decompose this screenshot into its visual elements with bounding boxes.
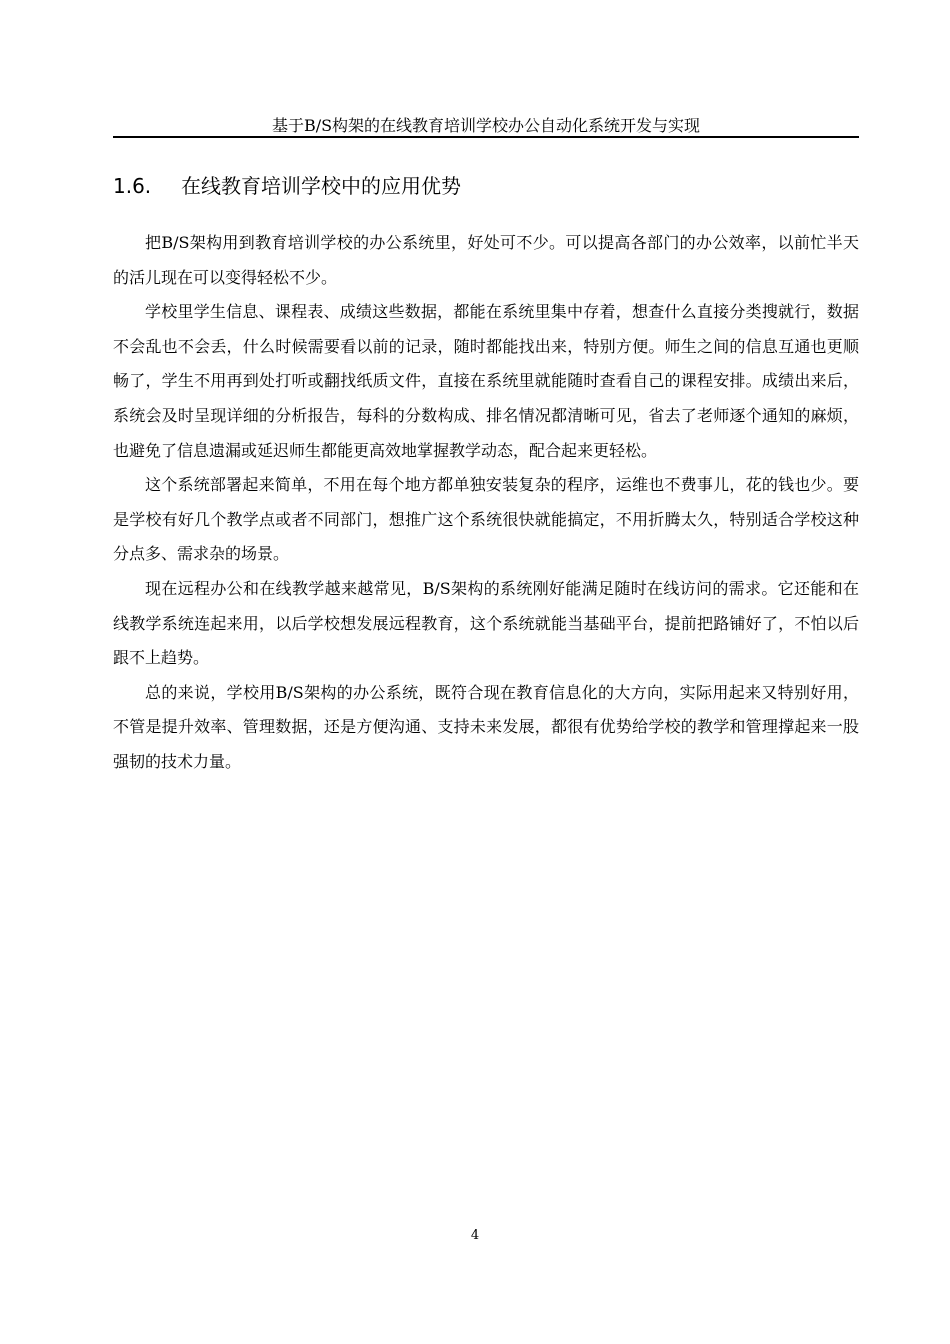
running-header: 基于B/S构架的在线教育培训学校办公自动化系统开发与实现 bbox=[271, 116, 701, 135]
paragraph: 把B/S架构用到教育培训学校的办公系统里，好处可不少。可以提高各部门的办公效率，以前忙半天的活儿现在可以变得轻松不少。 bbox=[113, 233, 859, 287]
header-rule bbox=[113, 136, 859, 138]
paragraph: 现在远程办公和在线教学越来越常见，B/S架构的系统刚好能满足随时在线访问的需求。它还能和在线教学系统连起来用，以后学校想发展远程教育，这个系统就能当基础平台，提前把路铺好了，不怕以后跟不上趋势。 bbox=[113, 578, 859, 668]
section-title: 在线教育培训学校中的应用优势 bbox=[181, 174, 461, 198]
paragraph: 学校里学生信息、课程表、成绩这些数据，都能在系统里集中存着，想查什么直接分类搜就行，数据不会乱也不会丢，什么时候需要看以前的记录，随时都能找出来，特别方便。师生之间的信息互通也更顺畅了，学生不用再到处打听或翻找纸质文件，直接在系统里就能随时查看自己的课程安排。成绩出来后，系统会及时呈现详细的分析报告，每科的分数构成、排名情况都清晰可见，省去了老师逐个通知的麻烦，也避免了信息遗漏或延迟师生都能更高效地掌握教学动态，配合起来更轻松。 bbox=[113, 302, 859, 460]
body-text bbox=[113, 226, 859, 780]
paragraph: 这个系统部署起来简单，不用在每个地方都单独安装复杂的程序，运维也不费事儿，花的钱也少。要是学校有好几个教学点或者不同部门，想推广这个系统很快就能搞定，不用折腾太久，特别适合学校这种分点多、需求杂的场景。 bbox=[113, 475, 859, 564]
section-number: 1.6. bbox=[113, 174, 152, 198]
paragraph: 总的来说，学校用B/S架构的办公系统，既符合现在教育信息化的大方向，实际用起来又特别好用，不管是提升效率、管理数据，还是方便沟通、支持未来发展，都很有优势给学校的教学和管理撑起来一股强韧的技术力量。 bbox=[113, 682, 859, 771]
page-number: 4 bbox=[470, 1228, 480, 1243]
section-heading bbox=[113, 172, 461, 200]
